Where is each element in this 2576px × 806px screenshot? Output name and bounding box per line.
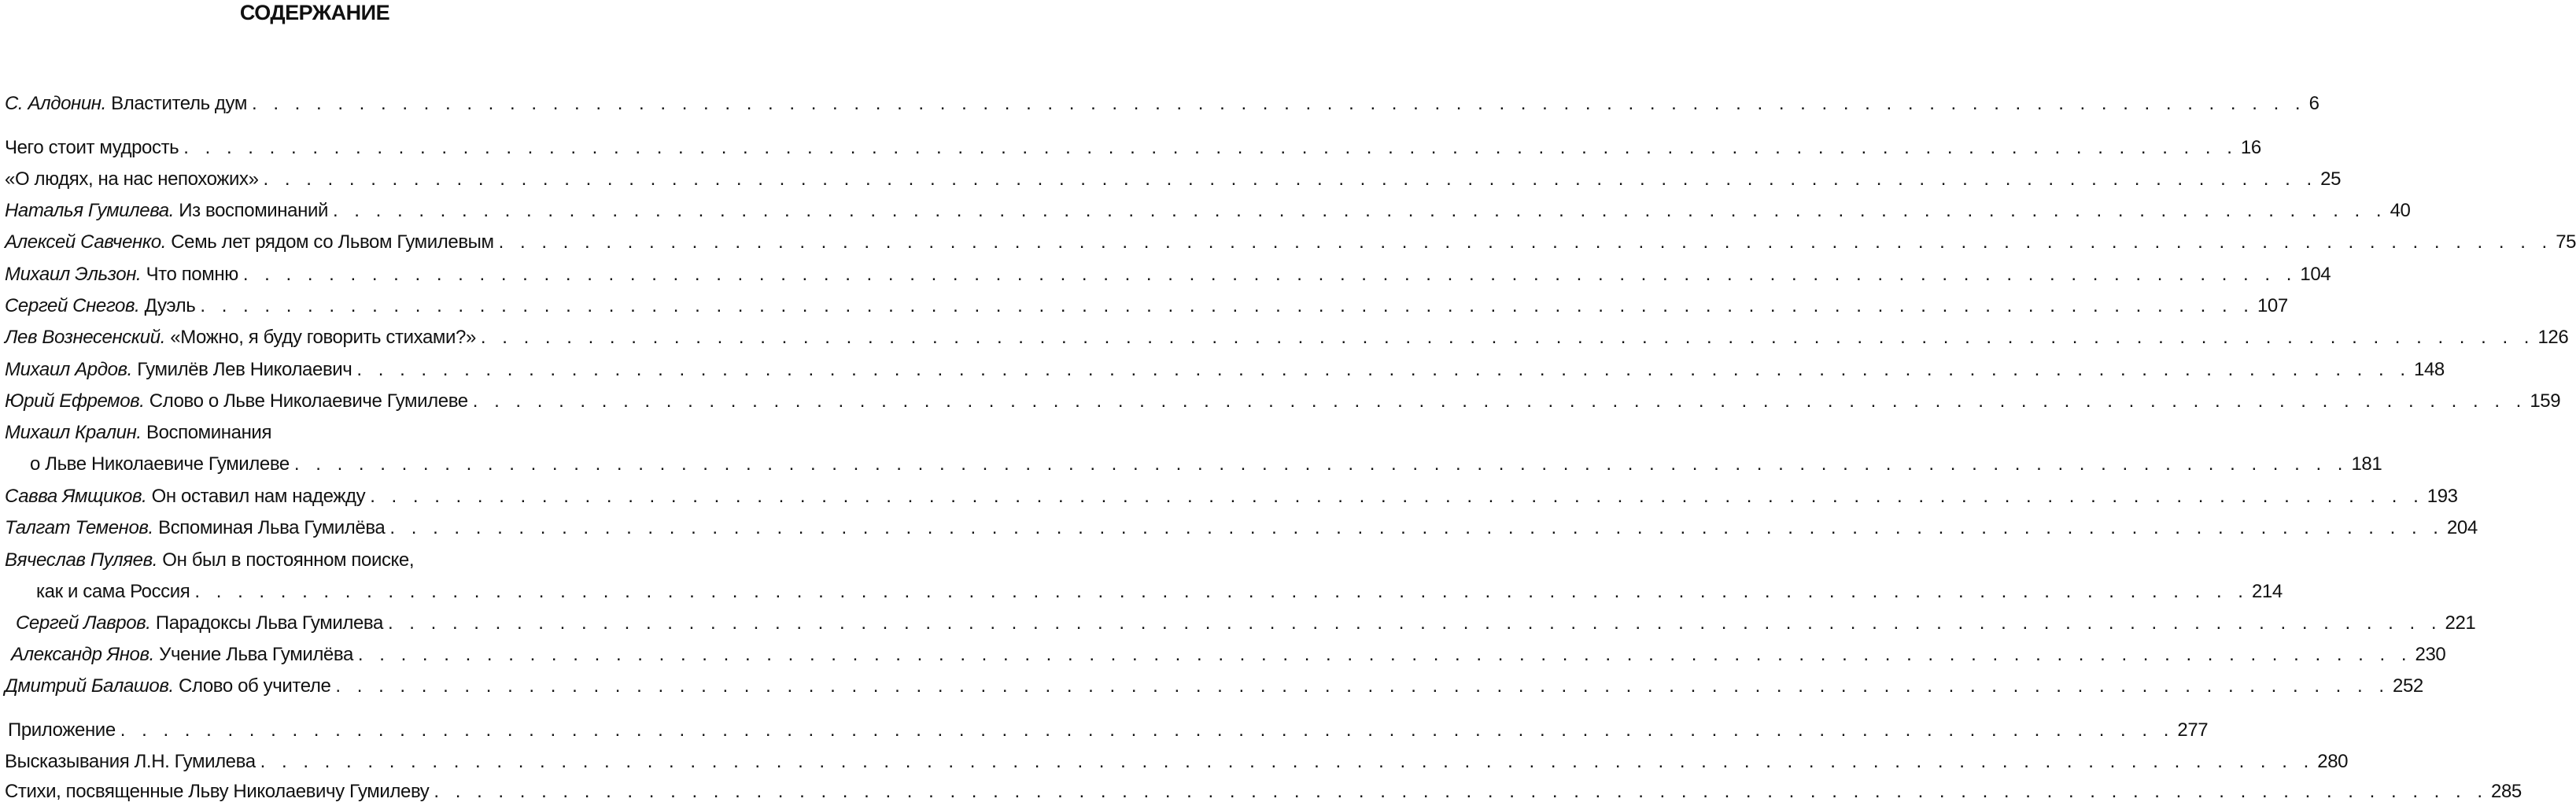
toc-entry-first-line[interactable] xyxy=(5,548,414,573)
toc-entry[interactable] xyxy=(5,135,2261,161)
toc-entry[interactable] xyxy=(5,91,2320,116)
toc-entry-author: Михаил Эльзон. xyxy=(5,264,142,285)
toc-entry-title: Парадоксы Льва Гумилева xyxy=(150,612,383,634)
dot-leader xyxy=(499,230,2553,255)
toc-entry-title: Он был в постоянном поиске, xyxy=(157,549,415,571)
toc-entry-title: Семь лет рядом со Львом Гумилевым xyxy=(165,231,494,253)
toc-entry-title: Слово о Льве Николаевиче Гумилеве xyxy=(144,390,468,412)
dot-leader xyxy=(473,389,2527,414)
dot-leader xyxy=(389,516,2444,541)
toc-entry-author: Алексей Савченко. xyxy=(5,231,166,253)
dot-leader xyxy=(183,135,2238,161)
toc-entry[interactable] xyxy=(5,389,2561,414)
toc-entry-label xyxy=(5,167,259,192)
toc-page-number: 6 xyxy=(2308,93,2320,114)
toc-entry[interactable] xyxy=(5,516,2478,541)
toc-page-number: 285 xyxy=(2491,781,2522,802)
toc-entry-title: Слово об учителе xyxy=(173,675,331,697)
toc-entry-label xyxy=(5,325,476,350)
dot-leader xyxy=(243,262,2297,287)
dot-leader xyxy=(356,357,2411,383)
toc-entry[interactable] xyxy=(5,674,2423,699)
toc-page-number: 40 xyxy=(2390,200,2411,221)
toc-entry[interactable] xyxy=(5,262,2331,287)
dot-leader xyxy=(388,611,2442,636)
toc-page-number: 252 xyxy=(2393,675,2423,697)
toc-entry[interactable] xyxy=(8,718,2209,743)
dot-leader xyxy=(434,779,2488,804)
dot-leader xyxy=(260,749,2315,775)
toc-entry[interactable] xyxy=(36,579,2283,604)
toc-entry-continuation: как и сама Россия xyxy=(36,581,190,602)
toc-entry-label xyxy=(5,516,385,541)
toc-entry-title: Вспоминая Льва Гумилёва xyxy=(153,517,386,538)
toc-page-number: 193 xyxy=(2427,486,2458,507)
toc-entry-continuation: о Льве Николаевиче Гумилеве xyxy=(30,453,290,475)
toc-entry[interactable] xyxy=(5,230,2576,255)
toc-page-number: 16 xyxy=(2240,137,2261,158)
dot-leader xyxy=(333,198,2387,224)
toc-page-number: 148 xyxy=(2414,359,2445,380)
toc-entry-label xyxy=(5,262,238,287)
toc-page-number: 230 xyxy=(2415,644,2446,665)
toc-page-number: 277 xyxy=(2177,719,2209,741)
toc-entry[interactable] xyxy=(11,642,2446,667)
toc-entry-author: Вячеслав Пуляев. xyxy=(5,549,158,571)
dot-leader xyxy=(335,674,2390,699)
toc-page-number: 221 xyxy=(2445,612,2476,634)
dot-leader xyxy=(294,452,2349,477)
toc-entry[interactable] xyxy=(5,749,2349,775)
toc-entry-label xyxy=(5,749,256,775)
toc-entry-label xyxy=(5,135,179,161)
toc-entry[interactable] xyxy=(5,325,2569,350)
toc-entry-title: Стихи, посвященные Льву Николаевичу Гумилеву xyxy=(5,781,430,802)
toc-entry-author: Наталья Гумилева. xyxy=(5,200,175,221)
toc-entry[interactable] xyxy=(5,294,2288,319)
toc-page-number: 204 xyxy=(2446,517,2478,538)
toc-entry-label xyxy=(11,642,353,667)
toc-entry[interactable] xyxy=(5,357,2445,383)
toc-entry-title: Гумилёв Лев Николаевич xyxy=(131,359,352,380)
dot-leader xyxy=(200,294,2254,319)
toc-entry-label xyxy=(5,357,352,383)
toc-entry-title: Из воспоминаний xyxy=(174,200,328,221)
toc-entry-label xyxy=(5,230,494,255)
toc-entry-author: Александр Янов. xyxy=(11,644,154,665)
toc-entry-title: Учение Льва Гумилёва xyxy=(153,644,353,665)
toc-entry[interactable] xyxy=(5,198,2411,224)
dot-leader xyxy=(120,718,2175,743)
toc-entry-author: Юрий Ефремов. xyxy=(5,390,145,412)
toc-entry-label xyxy=(5,389,468,414)
dot-leader xyxy=(252,91,2306,116)
toc-entry[interactable] xyxy=(30,452,2382,477)
toc-page-number: 126 xyxy=(2537,327,2569,348)
toc-entry-title: Воспоминания xyxy=(141,422,272,443)
toc-entry-label xyxy=(5,779,429,804)
toc-entry-author: Дмитрий Балашов. xyxy=(5,675,174,697)
toc-entry-author: Сергей Снегов. xyxy=(5,295,140,316)
toc-entry-author: Талгат Теменов. xyxy=(5,517,153,538)
toc-entry[interactable] xyxy=(16,611,2476,636)
toc-entry-title: Властитель дум xyxy=(105,93,247,114)
toc-entry-author: Савва Ямщиков. xyxy=(5,486,147,507)
dot-leader xyxy=(264,167,2318,192)
toc-page-number: 159 xyxy=(2530,390,2561,412)
toc-entry-label xyxy=(5,91,247,116)
toc-page-number: 104 xyxy=(2300,264,2331,285)
toc-entry-title: «О людях, на нас непохожих» xyxy=(5,168,259,190)
toc-entry-label xyxy=(8,718,116,743)
toc-entry-label xyxy=(5,198,328,224)
toc-entry-author: Сергей Лавров. xyxy=(16,612,151,634)
toc-page-number: 280 xyxy=(2317,751,2349,772)
toc-entry-label xyxy=(16,611,383,636)
toc-entry-label xyxy=(5,294,195,319)
toc-entry-author: Михаил Ардов. xyxy=(5,359,132,380)
toc-page-number: 75 xyxy=(2556,231,2576,253)
toc-entry-title: Что помню xyxy=(141,264,238,285)
toc-entry-author: Михаил Кралин. xyxy=(5,422,142,443)
toc-page-number: 181 xyxy=(2351,453,2382,475)
dot-leader xyxy=(370,484,2424,509)
dot-leader xyxy=(194,579,2249,604)
toc-entry-first-line[interactable] xyxy=(5,420,271,446)
toc-entry[interactable] xyxy=(5,779,2522,804)
toc-page-number: 25 xyxy=(2320,168,2342,190)
toc-entry-title: Он оставил нам надежду xyxy=(146,486,366,507)
toc-entry-author: С. Алдонин. xyxy=(5,93,106,114)
toc-entry-title: Дуэль xyxy=(139,295,196,316)
toc-entry-author: Лев Вознесенский. xyxy=(5,327,165,348)
toc-entry-label xyxy=(5,484,365,509)
toc-page-number: 107 xyxy=(2257,295,2288,316)
dot-leader xyxy=(481,325,2535,350)
dot-leader xyxy=(358,642,2412,667)
toc-entry-title: Приложение xyxy=(8,719,116,741)
toc-entry-label xyxy=(5,674,330,699)
toc-entry[interactable] xyxy=(5,167,2342,192)
toc-entry-title: Высказывания Л.Н. Гумилева xyxy=(5,751,256,772)
toc-page-number: 214 xyxy=(2251,581,2283,602)
toc-entry-title: «Можно, я буду говорить стихами?» xyxy=(164,327,476,348)
page-title: СОДЕРЖАНИЕ xyxy=(239,1,390,24)
toc-entry[interactable] xyxy=(5,484,2458,509)
toc-entry-title: Чего стоит мудрость xyxy=(5,137,179,158)
